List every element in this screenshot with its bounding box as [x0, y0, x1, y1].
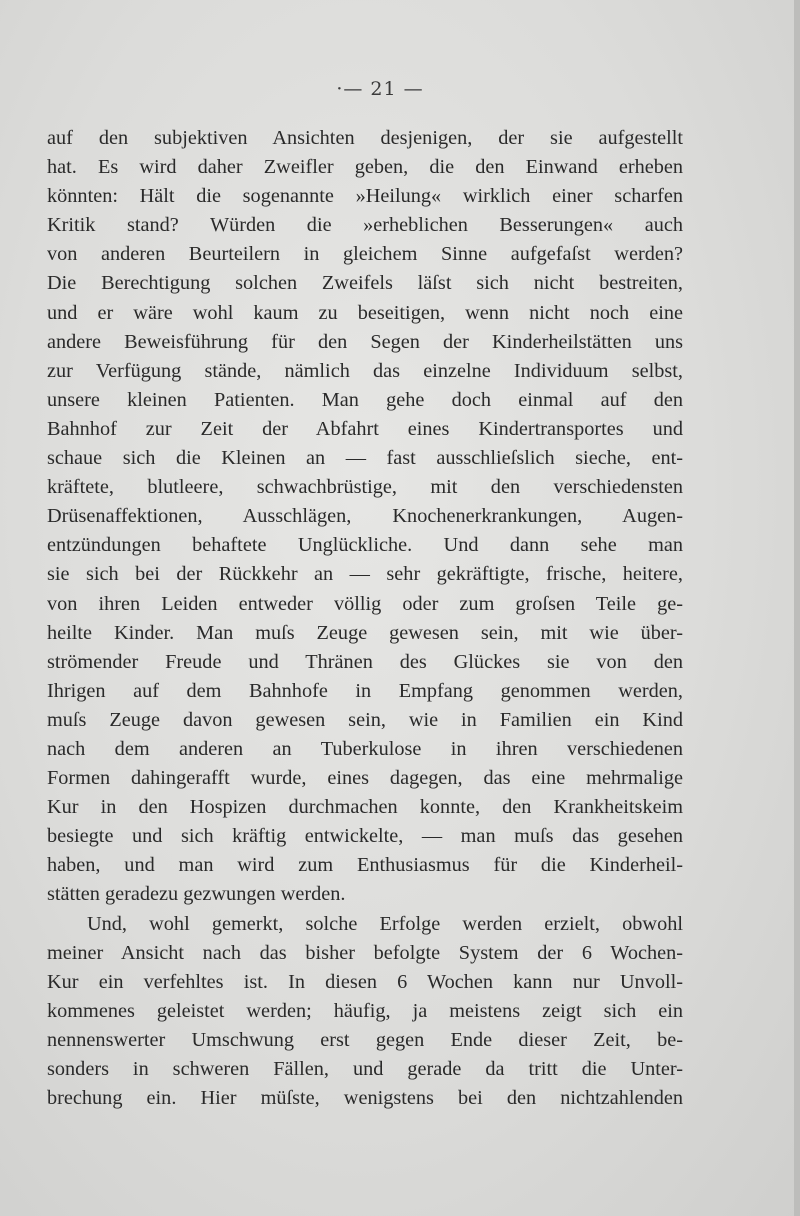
text-line: Kritik stand? Würden die »erheblichen Besserungen« auch	[47, 214, 683, 237]
text-line: sie sich bei der Rückkehr an — sehr gekräftigte, frische, heitere,	[47, 563, 683, 586]
page-edge	[794, 0, 800, 1216]
text-line: hat. Es wird daher Zweifler geben, die den Einwand erheben	[47, 156, 683, 179]
text-line: muſs Zeuge davon gewesen sein, wie in Familien ein Kind	[47, 708, 683, 731]
text-line: andere Beweisführung für den Segen der Kinderheilstätten uns	[47, 330, 683, 353]
text-line: besiegte und sich kräftig entwickelte, — man muſs das gesehen	[47, 825, 683, 848]
text-line: sonders in schweren Fällen, und gerade da tritt die Unter-	[47, 1058, 683, 1080]
text-line: heilte Kinder. Man muſs Zeuge gewesen sein, mit wie über-	[47, 621, 683, 644]
text-line: Kur ein verfehltes ist. In diesen 6 Wochen kann nur Unvoll-	[47, 970, 683, 993]
text-line: haben, und man wird zum Enthusiasmus für die Kinderheil-	[47, 854, 683, 877]
text-line: zur Verfügung stände, nämlich das einzelne Individuum selbst,	[47, 359, 683, 382]
text-line: nennenswerter Umschwung erst gegen Ende dieser Zeit, be-	[47, 1028, 683, 1051]
text-line: meiner Ansicht nach das bisher befolgte System der 6 Wochen-	[47, 941, 683, 964]
text-line: strömender Freude und Thränen des Glückes sie von den	[47, 650, 683, 673]
text-line: schaue sich die Kleinen an — fast ausschlieſslich sieche, ent-	[47, 447, 683, 470]
text-line: und er wäre wohl kaum zu beseitigen, wenn nicht noch eine	[47, 301, 683, 324]
text-line: Drüsenaffektionen, Ausschlägen, Knochenerkrankungen, Augen-	[47, 505, 683, 528]
text-line: auf den subjektiven Ansichten desjenigen, der sie aufgestellt	[47, 127, 683, 149]
text-line: kräftete, blutleere, schwachbrüstige, mit den verschiedensten	[47, 476, 683, 499]
text-line: von anderen Beurteilern in gleichem Sinne aufgefaſst werden?	[47, 243, 683, 266]
text-line: unsere kleinen Patienten. Man gehe doch einmal auf den	[47, 388, 683, 411]
text-line: Die Berechtigung solchen Zweifels läſst sich nicht bestreiten,	[47, 272, 683, 295]
text-line: Kur in den Hospizen durchmachen konnte, den Krankheitskeim	[47, 796, 683, 819]
text-line: Formen dahingerafft wurde, eines dagegen, das eine mehrmalige	[47, 767, 683, 790]
text-line: Ihrigen auf dem Bahnhofe in Empfang genommen werden,	[47, 679, 683, 702]
text-line: Und, wohl gemerkt, solche Erfolge werden erzielt, obwohl	[87, 912, 683, 935]
body-text	[47, 124, 683, 1113]
text-line: Bahnhof zur Zeit der Abfahrt eines Kindertransportes und	[47, 417, 683, 440]
text-line: brechung ein. Hier müſste, wenigstens bei den nichtzahlenden	[47, 1087, 683, 1110]
page-number-header: ·— 21 —	[336, 78, 424, 100]
text-line: kommenes geleistet werden; häufig, ja meistens zeigt sich ein	[47, 999, 683, 1022]
text-line: nach dem anderen an Tuberkulose in ihren verschiedenen	[47, 737, 683, 760]
text-line: könnten: Hält die sogenannte »Heilung« wirklich einer scharfen	[47, 185, 683, 208]
text-line: von ihren Leiden entweder völlig oder zum groſsen Teile ge-	[47, 592, 683, 615]
text-line: stätten geradezu gezwungen werden.	[47, 883, 346, 906]
text-line: entzündungen behaftete Unglückliche. Und dann sehe man	[47, 534, 683, 557]
